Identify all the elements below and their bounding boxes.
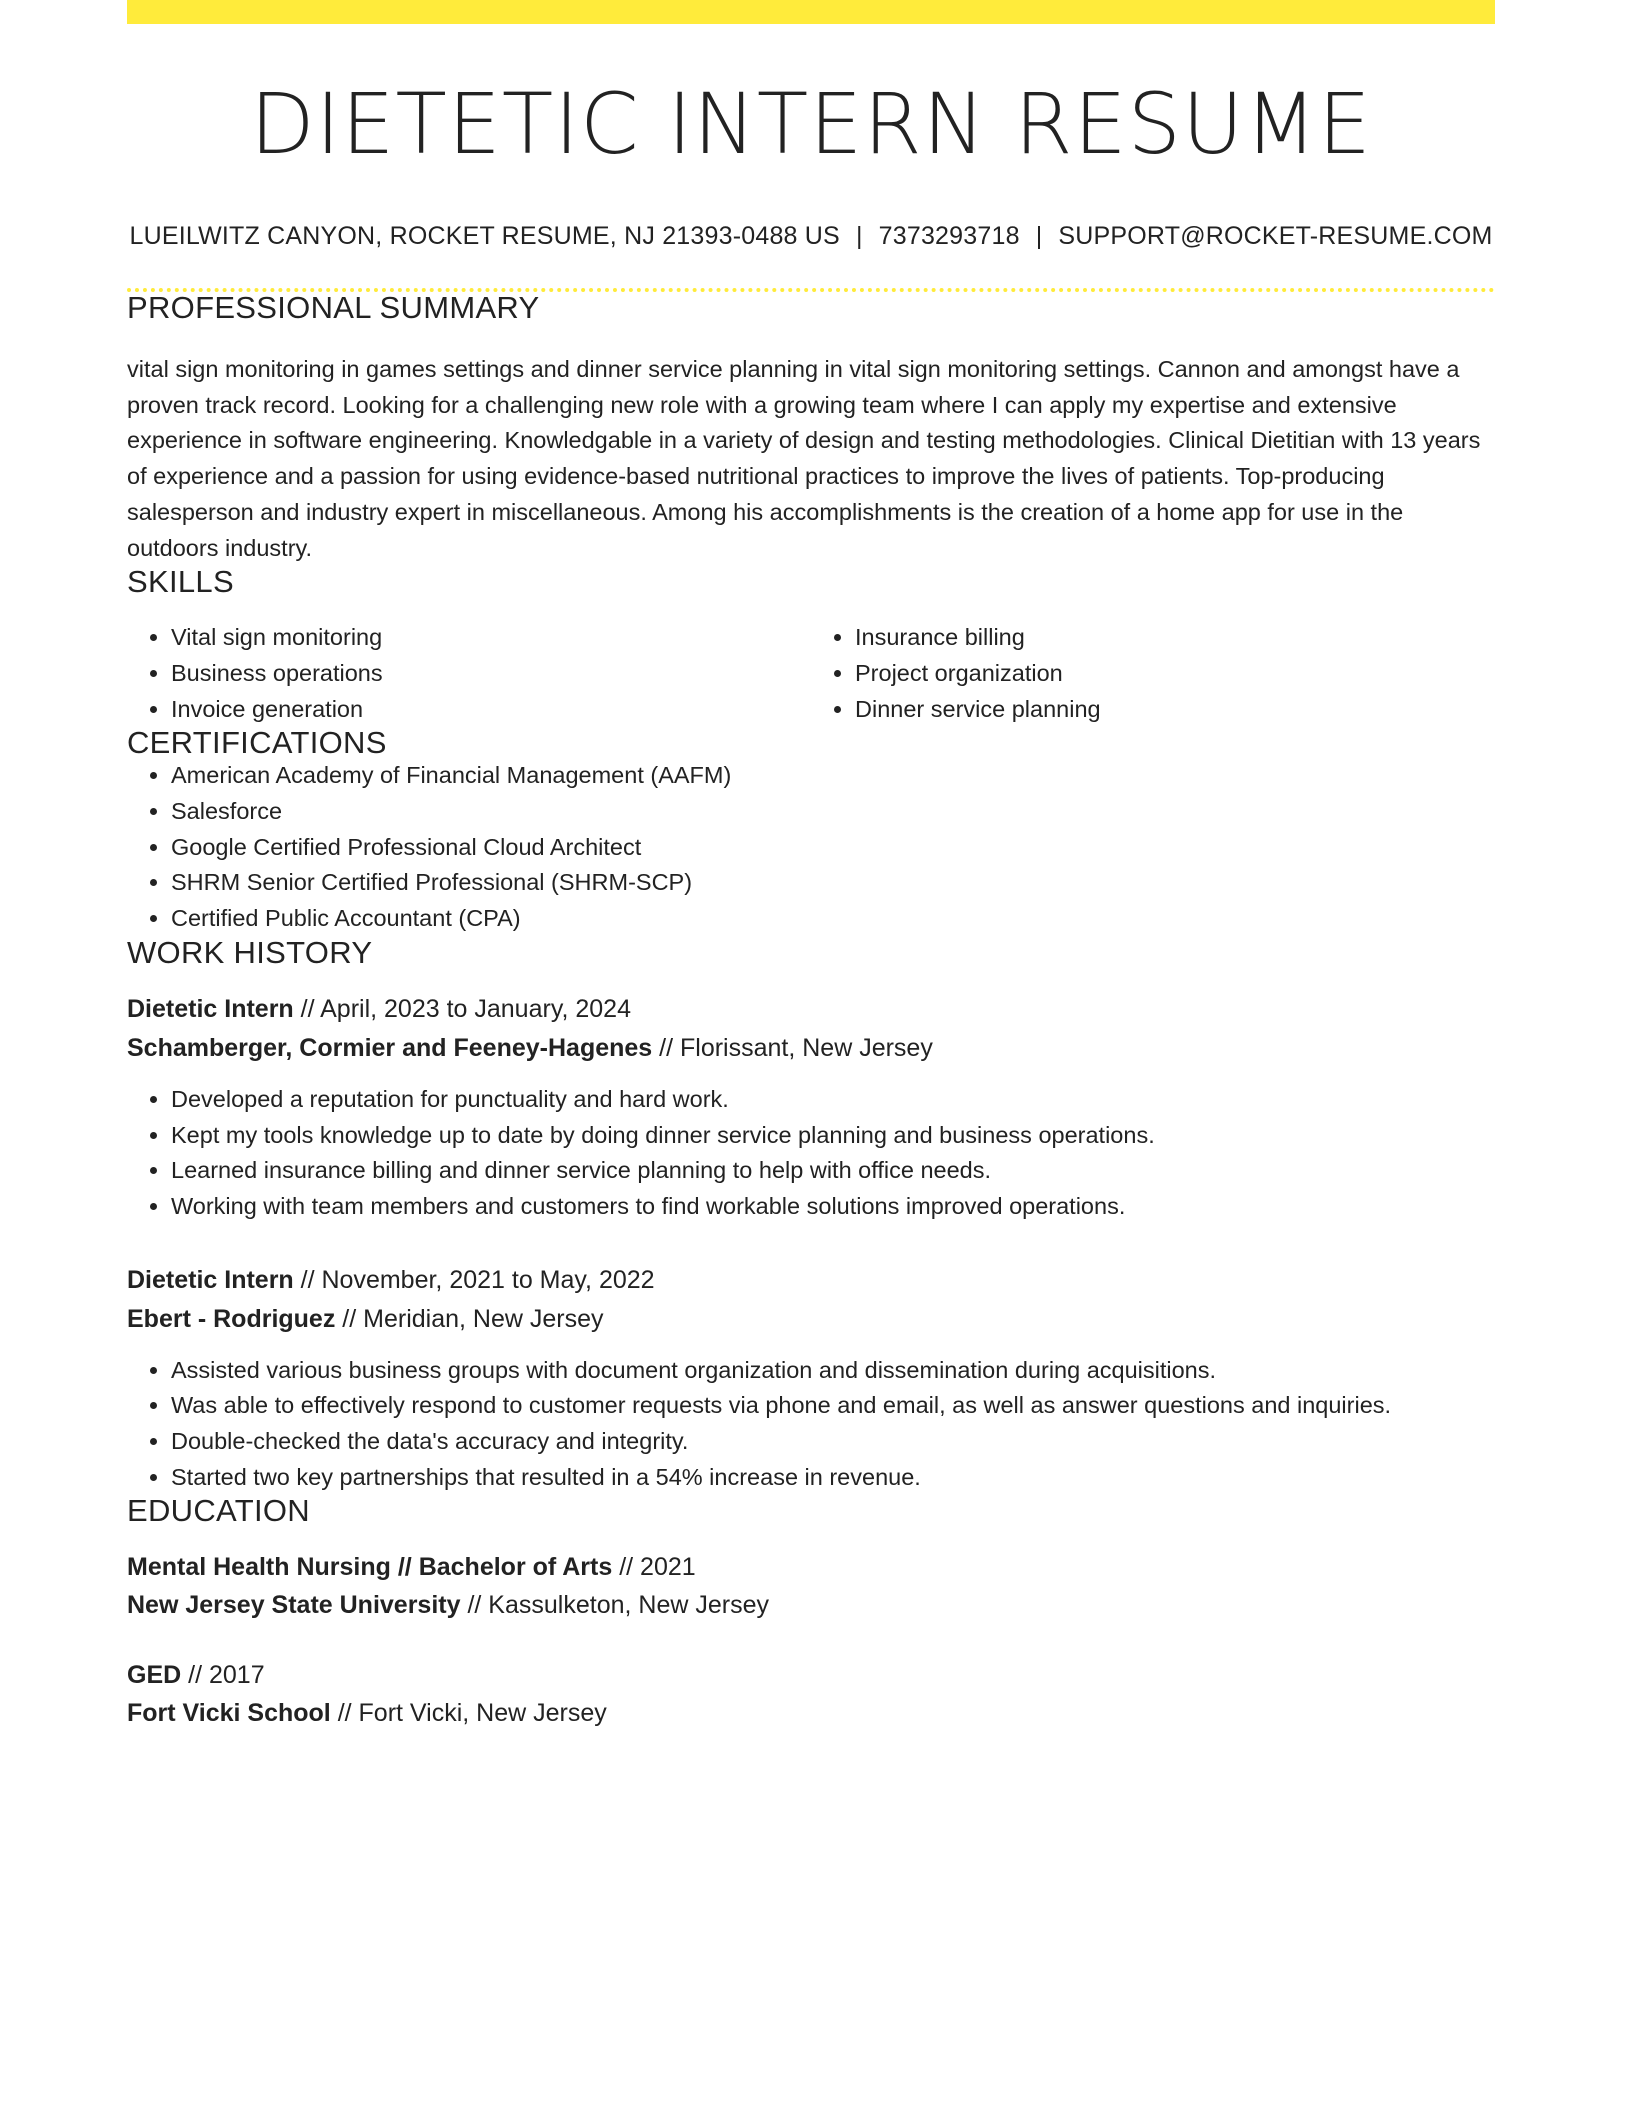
summary-text: vital sign monitoring in games settings and dinner service planning in vital sign monitoring settings. Cannon and amongst have a proven track record. Looking for a challenging new role with a growing team where I can apply my expertise and extensive experience in software engineering. Knowledgable in a variety of design and testing methodologies. Clinical Dietitian with 13 years of experience and a passion for using evidence-based nutritional practices to improve the lives of patients. Top-producing salesperson and industry expert in miscellaneous. Among his accomplishments is the creation of a home app for use in the outdoors industry. <box>127 356 1481 561</box>
job-bullet: • Started two key partnerships that resulted in a 54% increase in revenue. <box>171 1460 1495 1496</box>
job-bullet: • Was able to effectively respond to customer requests via phone and email, as well as answer questions and inquiries. <box>171 1388 1495 1424</box>
education-school: Fort Vicki School <box>127 1699 331 1728</box>
contact-line <box>127 224 1495 249</box>
skill-item: • Dinner service planning <box>855 692 1495 728</box>
skills-list-left <box>127 620 811 727</box>
contact-email: SUPPORT@ROCKET-RESUME.COM <box>1058 222 1493 250</box>
education-degree-line <box>127 1656 1495 1694</box>
certification-item: • Google Certified Professional Cloud Architect <box>171 830 1495 866</box>
work-history-heading: WORK HISTORY <box>127 934 373 970</box>
education-year: // 2017 <box>188 1661 265 1690</box>
contact-separator: | <box>1035 222 1043 250</box>
job-title-line <box>127 990 1495 1029</box>
contact-separator: | <box>855 222 863 250</box>
skill-item: • Insurance billing <box>855 620 1495 656</box>
job-company-line <box>127 1029 1495 1068</box>
skill-item: • Vital sign monitoring <box>171 620 811 656</box>
job-location: // Meridian, New Jersey <box>342 1304 604 1333</box>
education-school: New Jersey State University <box>127 1591 461 1620</box>
job-title: Dietetic Intern <box>127 1265 294 1294</box>
education-entry <box>127 1656 1495 1732</box>
job-bullet: • Working with team members and customers to find workable solutions improved operations. <box>171 1189 1495 1225</box>
job-bullets <box>127 1353 1495 1496</box>
job-entry <box>127 1261 1495 1496</box>
job-dates: // April, 2023 to January, 2024 <box>300 994 631 1023</box>
job-title-line <box>127 1261 1495 1300</box>
skills-grid <box>127 620 1495 727</box>
certifications-heading: CERTIFICATIONS <box>127 725 387 761</box>
job-bullet: • Learned insurance billing and dinner service planning to help with office needs. <box>171 1153 1495 1189</box>
education-degree: Mental Health Nursing // Bachelor of Arts <box>127 1553 613 1582</box>
job-entry <box>127 990 1495 1225</box>
education-degree: GED <box>127 1661 182 1690</box>
certifications-list <box>127 758 1495 937</box>
education-location: // Fort Vicki, New Jersey <box>337 1699 607 1728</box>
skill-item: • Invoice generation <box>171 692 811 728</box>
resume-content <box>127 0 1495 1732</box>
summary-heading: PROFESSIONAL SUMMARY <box>127 290 540 325</box>
certification-item: • Certified Public Accountant (CPA) <box>171 901 1495 937</box>
skill-item: • Project organization <box>855 656 1495 692</box>
contact-phone: 7373293718 <box>878 222 1020 250</box>
job-company: Ebert - Rodriguez <box>127 1304 336 1333</box>
certification-item: • American Academy of Financial Management (AAFM) <box>171 758 1495 794</box>
education-school-line <box>127 1694 1495 1732</box>
job-bullet: • Developed a reputation for punctuality and hard work. <box>171 1082 1495 1118</box>
job-company: Schamberger, Cormier and Feeney-Hagenes <box>127 1033 653 1062</box>
skills-heading: SKILLS <box>127 564 234 600</box>
job-bullet: • Double-checked the data's accuracy and integrity. <box>171 1424 1495 1460</box>
job-bullet: • Kept my tools knowledge up to date by doing dinner service planning and business operations. <box>171 1118 1495 1154</box>
education-year: // 2021 <box>619 1553 696 1582</box>
certification-item: • SHRM Senior Certified Professional (SHRM-SCP) <box>171 865 1495 901</box>
job-dates: // November, 2021 to May, 2022 <box>300 1265 655 1294</box>
contact-address: LUEILWITZ CANYON, ROCKET RESUME, NJ 21393-0488 US <box>129 222 840 250</box>
skills-list-right <box>811 620 1495 727</box>
job-company-line <box>127 1300 1495 1339</box>
education-heading: EDUCATION <box>127 1493 310 1529</box>
job-location: // Florissant, New Jersey <box>659 1033 933 1062</box>
education-location: // Kassulketon, New Jersey <box>467 1591 769 1620</box>
education-entry <box>127 1548 1495 1624</box>
resume-title: DIETETIC INTERN RESUME <box>249 75 1373 173</box>
certification-item: • Salesforce <box>171 794 1495 830</box>
skill-item: • Business operations <box>171 656 811 692</box>
education-school-line <box>127 1586 1495 1624</box>
job-bullets <box>127 1082 1495 1225</box>
job-bullet: • Assisted various business groups with document organization and dissemination during acquisitions. <box>171 1353 1495 1389</box>
education-degree-line <box>127 1548 1495 1586</box>
job-title: Dietetic Intern <box>127 994 294 1023</box>
accent-top-bar <box>127 0 1495 24</box>
